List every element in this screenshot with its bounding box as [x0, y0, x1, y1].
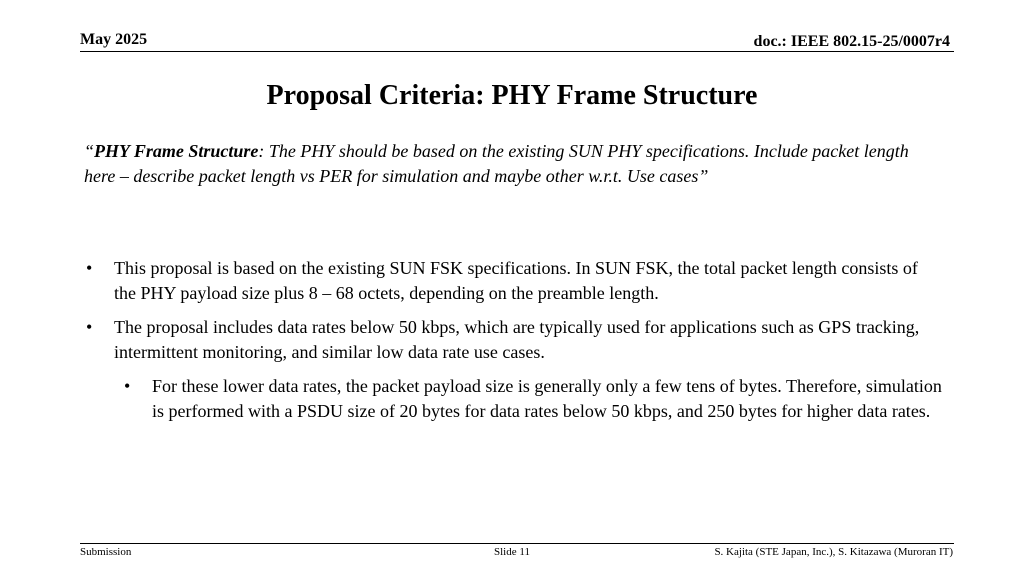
- bullet-item: [84, 256, 944, 306]
- quote-term: PHY Frame Structure: [94, 141, 259, 161]
- footer-divider: [80, 543, 954, 544]
- bullet-dot-icon: •: [86, 258, 93, 278]
- header-date: May 2025: [80, 31, 148, 48]
- bullet-text: The proposal includes data rates below 50 kbps, which are typically used for applications such as GPS tracking, intermittent monitoring, and similar low data rate use cases.: [114, 317, 920, 362]
- bullet-dot-icon: •: [86, 317, 93, 337]
- quote-open-mark: “: [84, 141, 95, 161]
- sub-bullet-item: [84, 374, 944, 424]
- sub-bullet-text: For these lower data rates, the packet payload size is generally only a few tens of bytes. Therefore, simulation is performed with a PSDU size of 20 bytes for data rates below 50 kbps, and 250 bytes for higher data rates.: [152, 376, 942, 421]
- bullet-list: [84, 256, 944, 433]
- header-doc-id: doc.: IEEE 802.15-25/0007r4: [753, 33, 950, 50]
- quote-close-mark: ”: [698, 166, 709, 186]
- criteria-quote: [84, 139, 944, 189]
- bullet-item: [84, 315, 944, 365]
- bullet-text: This proposal is based on the existing SUN FSK specifications. In SUN FSK, the total packet length consists of the PHY payload size plus 8 – 68 octets, depending on the preamble length.: [114, 258, 918, 303]
- footer-submission: Submission: [80, 546, 132, 558]
- quote-text: : The PHY should be based on the existing SUN PHY specifications. Include packet length here – describe packet length vs PER for simulation and maybe other w.r.t. Use cases: [84, 141, 909, 186]
- footer-slide-number: Slide 11: [494, 546, 530, 558]
- footer-authors: S. Kajita (STE Japan, Inc.), S. Kitazawa (Muroran IT): [714, 546, 953, 558]
- sub-bullet-dot-icon: •: [124, 376, 131, 396]
- slide-title: Proposal Criteria: PHY Frame Structure: [266, 80, 758, 111]
- header-divider: [80, 51, 954, 52]
